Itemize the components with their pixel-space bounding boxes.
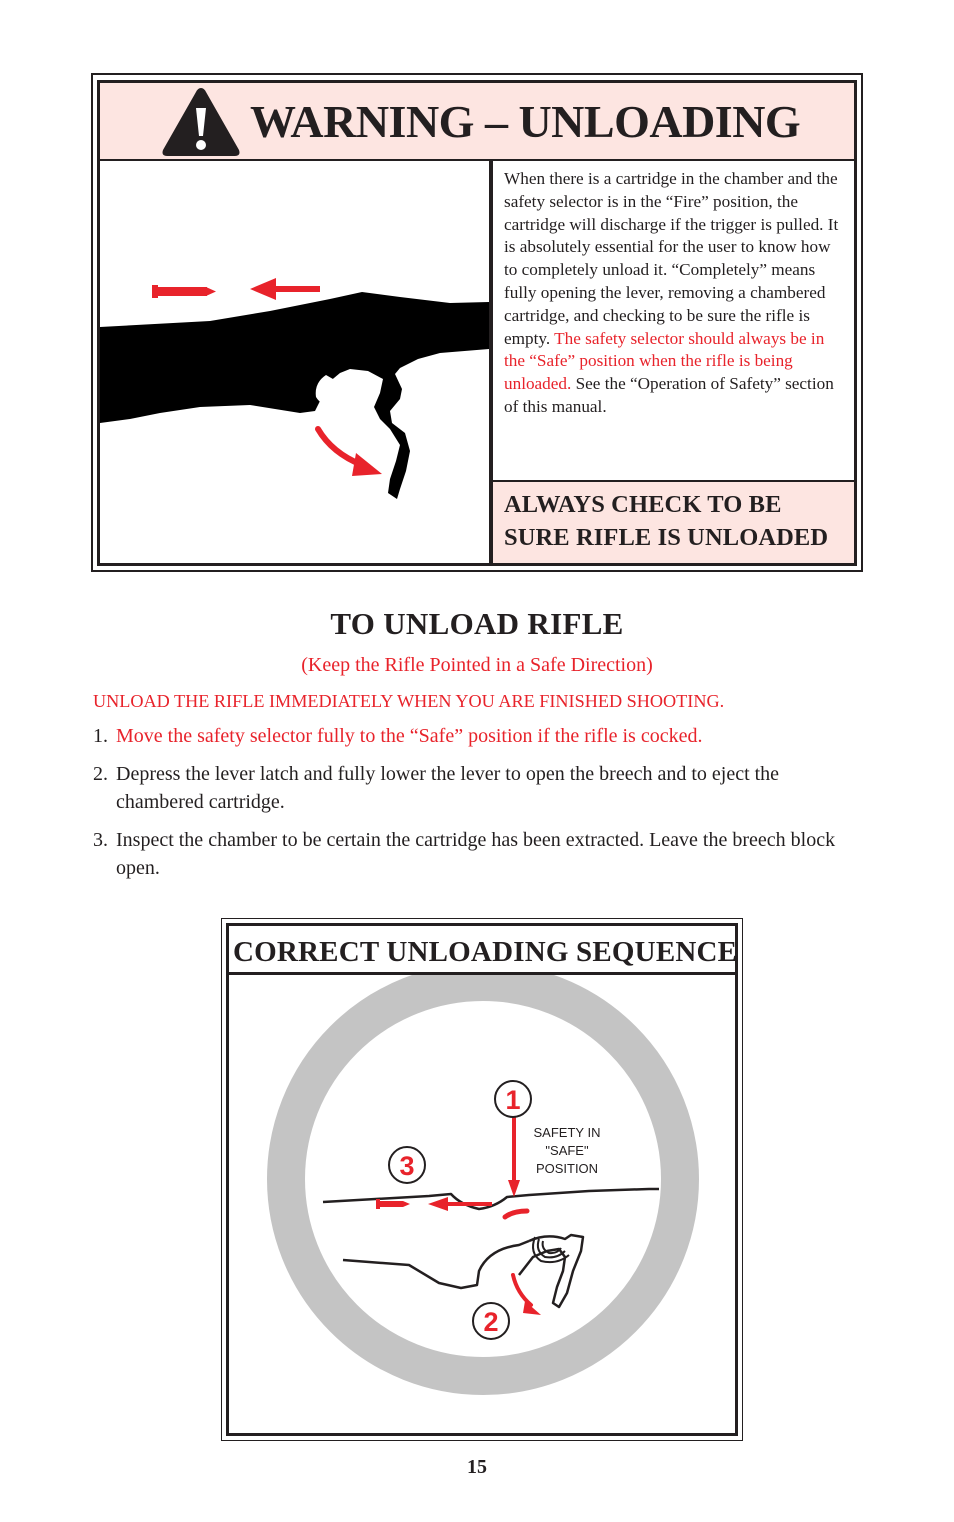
safety-selector-mark: [505, 1211, 527, 1217]
svg-text:3: 3: [399, 1151, 415, 1181]
unload-step-1: [93, 722, 853, 750]
step-number: 3.: [93, 829, 108, 851]
arrow-down-icon: [508, 1112, 520, 1197]
unloading-sequence-diagram: [229, 975, 735, 1433]
unload-step-3: [93, 826, 853, 882]
step-number: 2.: [93, 763, 108, 785]
svg-text:SAFETY IN: SAFETY IN: [533, 1125, 601, 1140]
warning-body-part1: When there is a cartridge in the chamber and the safety selector is in the “Fire” position, the cartridge will discharge if the trigger is pulled. It is absolutely essential for the user to know how to completely unload it. “Completely” means fully opening the lever, removing a chambered cartridge, and checking to be sure the rifle is empty.: [504, 169, 839, 348]
always-check-line2: SURE RIFLE IS UNLOADED: [504, 524, 829, 551]
warning-triangle-icon: [160, 86, 242, 158]
svg-text:POSITION: POSITION: [535, 1161, 599, 1176]
unload-subheading: (Keep the Rifle Pointed in a Safe Direction): [301, 654, 653, 676]
safety-position-label: [534, 1125, 601, 1176]
cartridge-icon: [152, 285, 216, 298]
step-badge-1: [495, 1081, 531, 1117]
step-badge-2: [473, 1303, 509, 1339]
unload-caps-notice: UNLOAD THE RIFLE IMMEDIATELY WHEN YOU ARE FINISHED SHOOTING.: [93, 691, 725, 711]
cartridge-icon: [376, 1199, 410, 1209]
curved-arrow-down-icon: [513, 1275, 541, 1315]
step-number: 1.: [93, 725, 108, 747]
svg-text:1: 1: [505, 1085, 521, 1115]
warning-body-part2: See the “Operation of Safety” section of this manual.: [504, 374, 834, 416]
page-number: 15: [467, 1456, 487, 1478]
rifle-outline: [323, 1189, 659, 1307]
unload-heading: TO UNLOAD RIFLE: [330, 606, 624, 641]
curved-arrow-down-icon: [318, 429, 382, 476]
unload-step-2: [93, 760, 853, 816]
always-check-line1: ALWAYS CHECK TO BE: [504, 491, 782, 518]
warning-title: WARNING – UNLOADING: [250, 96, 801, 147]
arrow-left-icon: [250, 278, 320, 300]
sequence-title: CORRECT UNLOADING SEQUENCE: [233, 936, 738, 968]
step-text: Depress the lever latch and fully lower the lever to open the breech and to eject the chambered cartridge.: [116, 763, 780, 813]
svg-text:"SAFE": "SAFE": [545, 1143, 589, 1158]
step-text: Move the safety selector fully to the “Safe” position if the rifle is cocked.: [116, 725, 703, 747]
svg-text:2: 2: [483, 1307, 499, 1337]
rifle-silhouette: [100, 292, 489, 499]
warning-body-text: [504, 168, 846, 419]
warning-body-red: The safety selector should always be in the “Safe” position when the rifle is being unloaded.: [504, 328, 825, 394]
step-badge-3: [389, 1147, 425, 1183]
step-text: Inspect the chamber to be certain the cartridge has been extracted. Leave the breech block open.: [116, 829, 836, 879]
always-check-notice: [504, 488, 849, 554]
rifle-unloading-illustration: [100, 161, 489, 563]
